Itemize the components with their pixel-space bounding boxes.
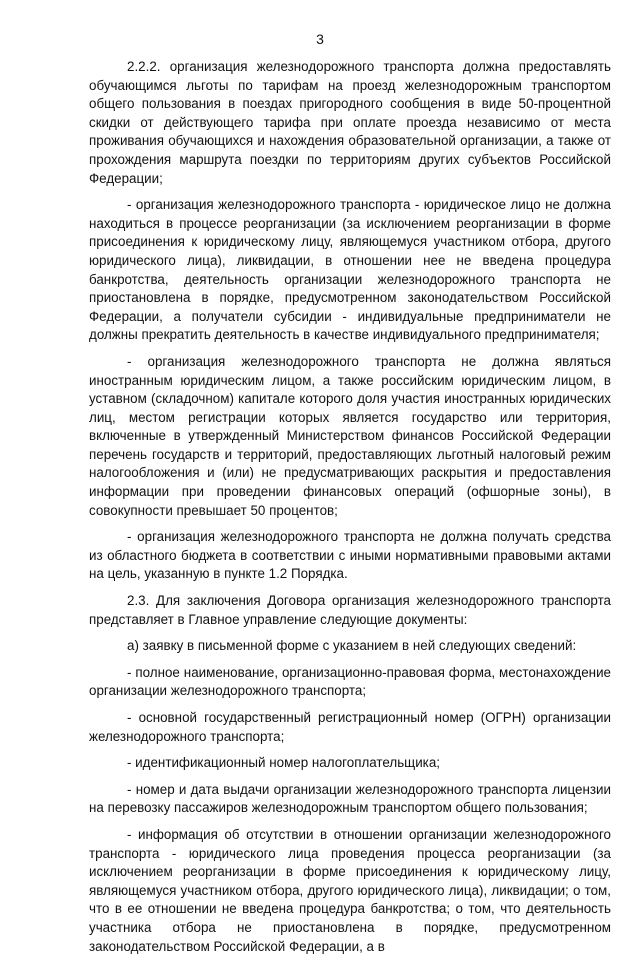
paragraph-reorganization-requirement: - организация железнодорожного транспорта - юридическое лицо не должна находиться в процессе реорганизации (за исключением реорганизации в форме присоединения к юридическому лицу, являющемуся участником отбора, другого юридического лица), ликвидации, в отношении нее не введена процедура банкротства, деятельность организации железнодорожного транспорта не приостановлена в порядке, предусмотренном законодательством Российской Федерации, а получатели субсидии - индивидуальные предприниматели не должны прекратить деятельность в качестве индивидуального предпринимателя; <box>89 197 611 343</box>
list-item-reorganization-info: - информация об отсутствии в отношении организации железнодорожного транспорта - юридического лица проведения процесса реорганизации (за исключением реорганизации в форме присоединения к юридическому лицу, являющемуся участником отбора, другого юридического лица), ликвидации; о том, что в ее отношении не введена процедура банкротства; о том, что деятельность участника отбора не приостановлена в порядке, предусмотренном законодательством Российской Федерации, а в <box>89 826 611 954</box>
document-body <box>89 58 611 964</box>
paragraph-application-a: а) заявку в письменной форме с указанием в ней следующих сведений: <box>127 638 577 654</box>
paragraph-foreign-entity-requirement: - организация железнодорожного транспорта не должна являться иностранным юридическим лицом, а также российским юридическим лицом, в уставном (складочном) капитале которого доля участия иностранных юридических лиц, местом регистрации которых является государство или территория, включенные в утвержденный Министерством финансов Российской Федерации перечень государств и территорий, предоставляющих льготный налоговый режим налогообложения и (или) не предусматривающих раскрытия и предоставления информации при проведении финансовых операций (офшорные зоны), в совокупности превышает 50 процентов; <box>89 353 611 518</box>
list-item-full-name: - полное наименование, организационно-правовая форма, местонахождение организации железнодорожного транспорта; <box>89 664 611 699</box>
list-item-license: - номер и дата выдачи организации железнодорожного транспорта лицензии на перевозку пассажиров железнодорожным транспортом общего пользования; <box>89 781 611 816</box>
page-number: 3 <box>316 31 324 47</box>
paragraph-2-3: 2.3. Для заключения Договора организация железнодорожного транспорта представляет в Главное управление следующие документы: <box>89 593 611 627</box>
paragraph-regional-budget-requirement: - организация железнодорожного транспорта не должна получать средства из областного бюджета в соответствии с иными нормативными правовыми актами на цель, указанную в пункте 1.2 Порядка. <box>89 529 611 582</box>
list-item-ogrn: - основной государственный регистрационный номер (ОГРН) организации железнодорожного транспорта; <box>89 710 611 744</box>
list-item-inn: - идентификационный номер налогоплательщика; <box>127 755 440 771</box>
paragraph-2-2-2: 2.2.2. организация железнодорожного транспорта должна предоставлять обучающимся льготы по тарифам на проезд железнодорожным транспортом общего пользования в поездах пригородного сообщения в виде 50-процентной скидки от действующего тарифа при оплате проезда независимо от места проживания обучающихся и нахождения образовательной организации, а также от прохождения маршрута поездки по территориям других субъектов Российской Федерации; <box>89 59 611 186</box>
